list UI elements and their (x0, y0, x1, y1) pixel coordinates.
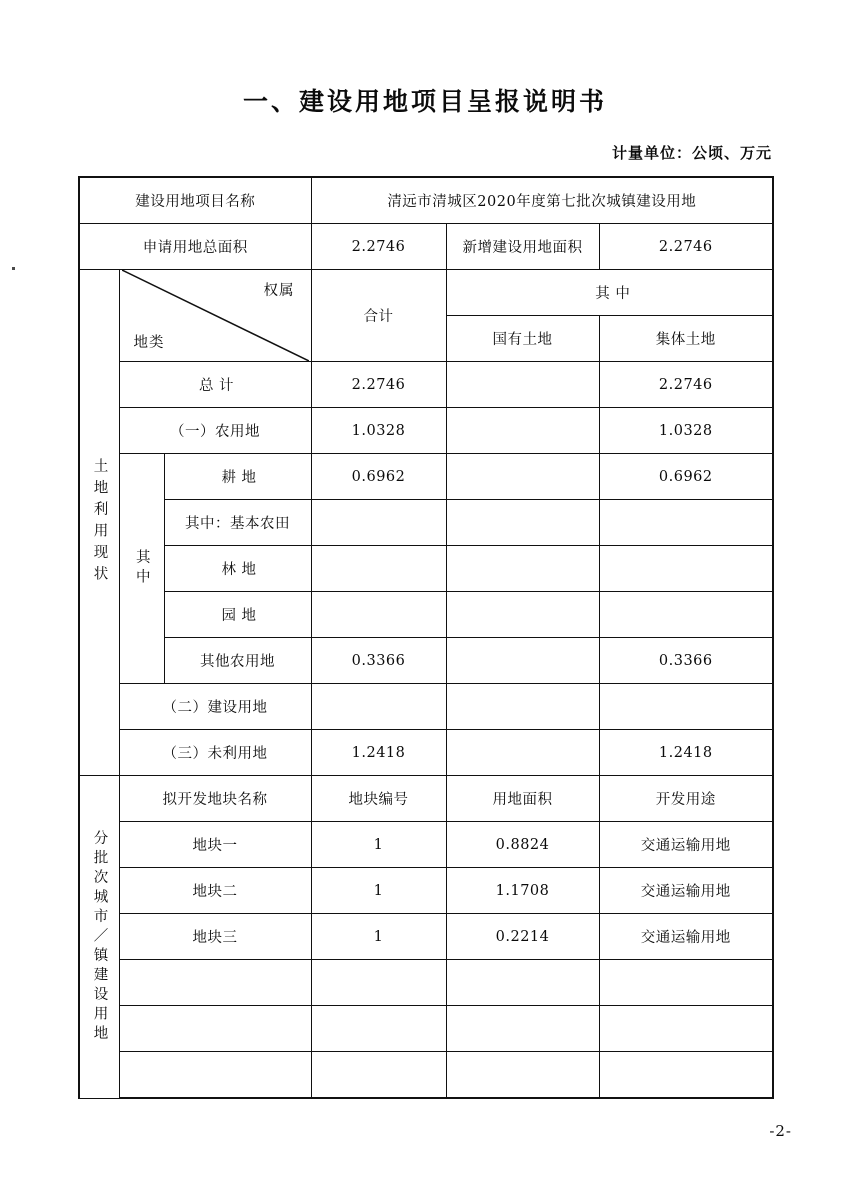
parcel-code: 1 (311, 822, 446, 868)
table-row-parcel (79, 822, 773, 868)
parcel-name (119, 1006, 311, 1052)
row-label-construction-land: （二）建设用地 (119, 684, 311, 730)
parcel-name: 地块二 (119, 868, 311, 914)
measurement-unit-note: 计量单位：公顷、万元 (611, 144, 772, 162)
table-row-parcel-headers (79, 776, 773, 822)
row-collective-construction-land (599, 684, 773, 730)
parcel-code (311, 960, 446, 1006)
parcel-name: 地块三 (119, 914, 311, 960)
total-area-label: 申请用地总面积 (79, 224, 311, 270)
project-name-value: 清远市清城区2020年度第七批次城镇建设用地 (311, 177, 773, 224)
parcel-code (311, 1006, 446, 1052)
section-label-land-use-text: 土地利用现状 (91, 458, 108, 587)
parcel-area (446, 1052, 599, 1099)
row-total-agricultural-land: 1.0328 (311, 408, 446, 454)
row-label-other-agricultural-land: 其他农用地 (164, 638, 311, 684)
parcel-name: 地块一 (119, 822, 311, 868)
column-header-collective: 集体土地 (599, 316, 773, 362)
row-state-forest-land (446, 546, 599, 592)
row-total-forest-land (311, 546, 446, 592)
parcel-area: 1.1708 (446, 868, 599, 914)
parcel-area (446, 960, 599, 1006)
row-collective-other-agricultural-land: 0.3366 (599, 638, 773, 684)
parcel-header-name: 拟开发地块名称 (119, 776, 311, 822)
table-row-parcel (79, 914, 773, 960)
table-row-cultivated-land (79, 454, 773, 500)
parcel-area: 0.2214 (446, 914, 599, 960)
table-row-basic-farmland (79, 500, 773, 546)
table-row-parcel-empty (79, 960, 773, 1006)
parcel-purpose: 交通运输用地 (599, 868, 773, 914)
parcel-purpose (599, 1052, 773, 1099)
parcel-code (311, 1052, 446, 1099)
row-collective-grand-total: 2.2746 (599, 362, 773, 408)
row-label-forest-land: 林 地 (164, 546, 311, 592)
section-label-land-use (79, 270, 119, 776)
parcel-header-purpose: 开发用途 (599, 776, 773, 822)
parcel-purpose (599, 1006, 773, 1052)
row-total-other-agricultural-land: 0.3366 (311, 638, 446, 684)
table-row-forest-land (79, 546, 773, 592)
row-state-agricultural-land (446, 408, 599, 454)
row-state-garden-land (446, 592, 599, 638)
section-label-parcels-text: 分批次城市／镇建设用地 (91, 829, 108, 1044)
table-row-unused-land (79, 730, 773, 776)
row-collective-unused-land: 1.2418 (599, 730, 773, 776)
table-row-total-area (79, 224, 773, 270)
parcel-purpose: 交通运输用地 (599, 914, 773, 960)
diagonal-label-ownership: 权属 (263, 283, 295, 299)
row-total-construction-land (311, 684, 446, 730)
page-number: -2- (769, 1122, 792, 1140)
scan-artifact-speck (12, 267, 15, 270)
project-name-label: 建设用地项目名称 (79, 177, 311, 224)
parcel-purpose (599, 960, 773, 1006)
row-state-cultivated-land (446, 454, 599, 500)
table-row-parcel (79, 868, 773, 914)
table-row-parcel-empty (79, 1052, 773, 1099)
total-area-value: 2.2746 (311, 224, 446, 270)
row-collective-cultivated-land: 0.6962 (599, 454, 773, 500)
new-construction-area-label: 新增建设用地面积 (446, 224, 599, 270)
table-row-other-agricultural-land (79, 638, 773, 684)
column-header-among: 其 中 (446, 270, 773, 316)
table-row-garden-land (79, 592, 773, 638)
parcel-purpose: 交通运输用地 (599, 822, 773, 868)
row-label-garden-land: 园 地 (164, 592, 311, 638)
table-row-agricultural-land (79, 408, 773, 454)
table-row-parcel-empty (79, 1006, 773, 1052)
row-state-grand-total (446, 362, 599, 408)
row-collective-forest-land (599, 546, 773, 592)
new-construction-area-value: 2.2746 (599, 224, 773, 270)
section-label-parcels (79, 776, 119, 1099)
row-collective-garden-land (599, 592, 773, 638)
row-label-grand-total: 总 计 (119, 362, 311, 408)
row-state-other-agricultural-land (446, 638, 599, 684)
row-collective-agricultural-land: 1.0328 (599, 408, 773, 454)
parcel-area (446, 1006, 599, 1052)
column-header-total: 合计 (311, 270, 446, 362)
parcel-area: 0.8824 (446, 822, 599, 868)
parcel-name (119, 1052, 311, 1099)
page-title: 一、建设用地项目呈报说明书 (242, 87, 607, 116)
parcel-header-code: 地块编号 (311, 776, 446, 822)
parcel-header-area: 用地面积 (446, 776, 599, 822)
row-total-grand-total: 2.2746 (311, 362, 446, 408)
row-total-basic-farmland (311, 500, 446, 546)
row-collective-basic-farmland (599, 500, 773, 546)
parcel-code: 1 (311, 914, 446, 960)
land-use-report-table (78, 176, 774, 1099)
row-total-unused-land: 1.2418 (311, 730, 446, 776)
row-total-garden-land (311, 592, 446, 638)
row-label-unused-land: （三）未利用地 (119, 730, 311, 776)
row-state-construction-land (446, 684, 599, 730)
table-row-project-name (79, 177, 773, 224)
row-label-basic-farmland: 其中：基本农田 (164, 500, 311, 546)
column-header-state-owned: 国有土地 (446, 316, 599, 362)
diagonal-header-cell (119, 270, 311, 362)
table-row-grand-total (79, 362, 773, 408)
row-state-unused-land (446, 730, 599, 776)
section-label-among (119, 454, 164, 684)
parcel-code: 1 (311, 868, 446, 914)
diagonal-label-landtype: 地类 (133, 335, 165, 351)
table-row-header-ownership (79, 270, 773, 316)
table-row-construction-land (79, 684, 773, 730)
row-state-basic-farmland (446, 500, 599, 546)
row-label-cultivated-land: 耕 地 (164, 454, 311, 500)
section-label-among-text: 其中 (133, 549, 150, 588)
parcel-name (119, 960, 311, 1006)
row-label-agricultural-land: （一）农用地 (119, 408, 311, 454)
row-total-cultivated-land: 0.6962 (311, 454, 446, 500)
